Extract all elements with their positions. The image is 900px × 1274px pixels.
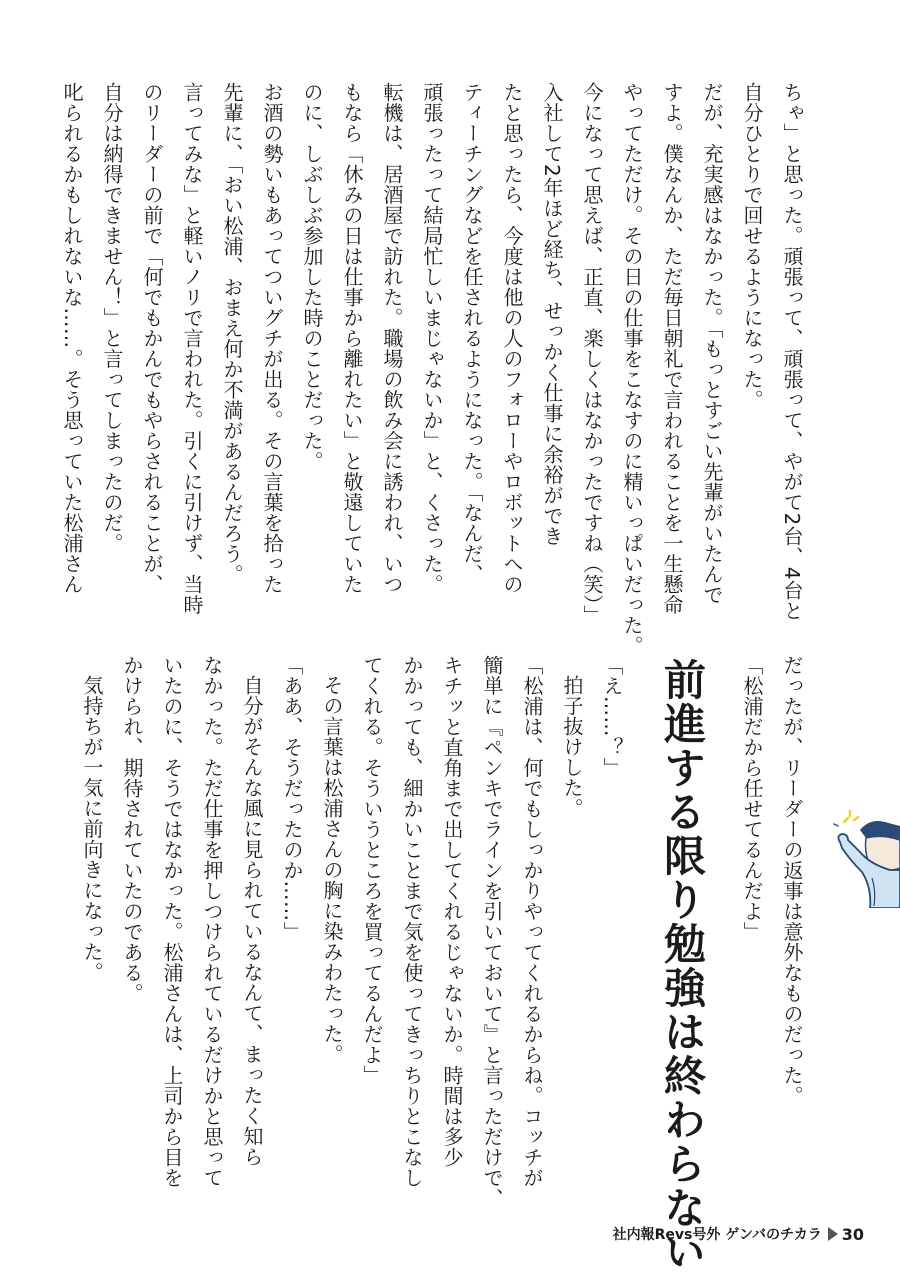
article-column: 自分は納得できません！」と言ってしまったのだ。 (100, 82, 124, 554)
article-column: だが、充実感はなかった。「もっとすごい先輩がいたんで (700, 82, 724, 605)
article-column: 「ああ、そうだったのか……」 (280, 655, 304, 942)
article-column: キチッと直角まで出してくれるじゃないか。時間は多少 (440, 655, 464, 1168)
article-column: 「松浦だから任せてるんだよ」 (740, 655, 764, 942)
section-heading: 前進する限り勉強は終わらない (658, 658, 707, 1274)
article-column: 叱られるかもしれないな……。そう思っていた松浦さん (60, 82, 84, 595)
article-column: やってただけ。その日の仕事をこなすのに精いっぱいだった。 (620, 82, 644, 656)
article-column: ちゃ」と思った。頑張って、頑張って、やがて2台、4台と (780, 82, 804, 621)
page-number: 30 (841, 1224, 864, 1244)
article-column: なかった。ただ仕事を押しつけられているだけかと思って (200, 655, 224, 1188)
article-column: 入社して2年ほど経ち、せっかく仕事に余裕ができ (540, 82, 564, 547)
article-column: すよ。僕なんか、ただ毎日朝礼で言われることを一生懸命 (660, 82, 684, 615)
article-column: ティーチングなどを任されるようになった。「なんだ、 (460, 82, 484, 585)
article-column: てくれる。そういうところを買ってるんだよ」 (360, 655, 384, 1086)
article-column: かかっても、細かいことまで気を使ってきっちりとこなし (400, 655, 424, 1188)
article-column: その言葉は松浦さんの胸に染みわたった。 (320, 675, 344, 1065)
person-cheering-icon (830, 808, 900, 908)
article-column: 今になって思えば、正直、楽しくはなかったですね（笑）」 (580, 82, 604, 626)
page-footer (613, 1224, 864, 1244)
article-column: 自分がそんな風に見られているなんて、まったく知ら (240, 675, 264, 1167)
article-column: のに、しぶしぶ参加した時のことだった。 (300, 82, 324, 472)
article-column: 気持ちが一気に前向きになった。 (80, 675, 104, 983)
publication-name: 社内報Revs号外 ゲンバのチカラ (612, 1227, 822, 1243)
spark-icon (834, 811, 858, 826)
article-column: 拍子抜けした。 (560, 675, 584, 819)
article-column: 「え……？」 (600, 655, 624, 778)
article-column: もなら「休みの日は仕事から離れたい」と敬遠していた (340, 82, 364, 595)
article-column: 頑張ったって結局忙しいまじゃないか」と、くさった。 (420, 82, 444, 595)
article-column: かけられ、期待されていたのである。 (120, 655, 144, 1004)
article-column: お酒の勢いもあってついグチが出る。その言葉を拾った (260, 82, 284, 595)
article-column: 自分ひとりで回せるようになった。 (740, 82, 764, 410)
article-column: いたのに、そうではなかった。松浦さんは、上司から目を (160, 655, 184, 1188)
article-column: 転機は、居酒屋で訪れた。職場の飲み会に誘われ、いつ (380, 82, 404, 595)
article-column: 先輩に、「おい松浦、おまえ何か不満があるんだろう。 (220, 82, 244, 585)
article-column: 言ってみな」と軽いノリで言われた。引くに引けず、当時 (180, 82, 204, 615)
article-column: たと思ったら、今度は他の人のフォローやロボットへの (500, 82, 524, 595)
arrow-right-icon (828, 1227, 838, 1241)
article-column: 「松浦は、何でもしっかりやってくれるからね。コッチが (520, 655, 544, 1188)
article-top-section (52, 82, 812, 656)
article-column: 簡単に『ペンキでラインを引いておいて』と言っただけで、 (480, 655, 504, 1209)
article-column: のリーダーの前で「何でもかんでもやらされることが、 (140, 82, 164, 595)
article-column: だったが、リーダーの返事は意外なものだった。 (780, 655, 804, 1106)
